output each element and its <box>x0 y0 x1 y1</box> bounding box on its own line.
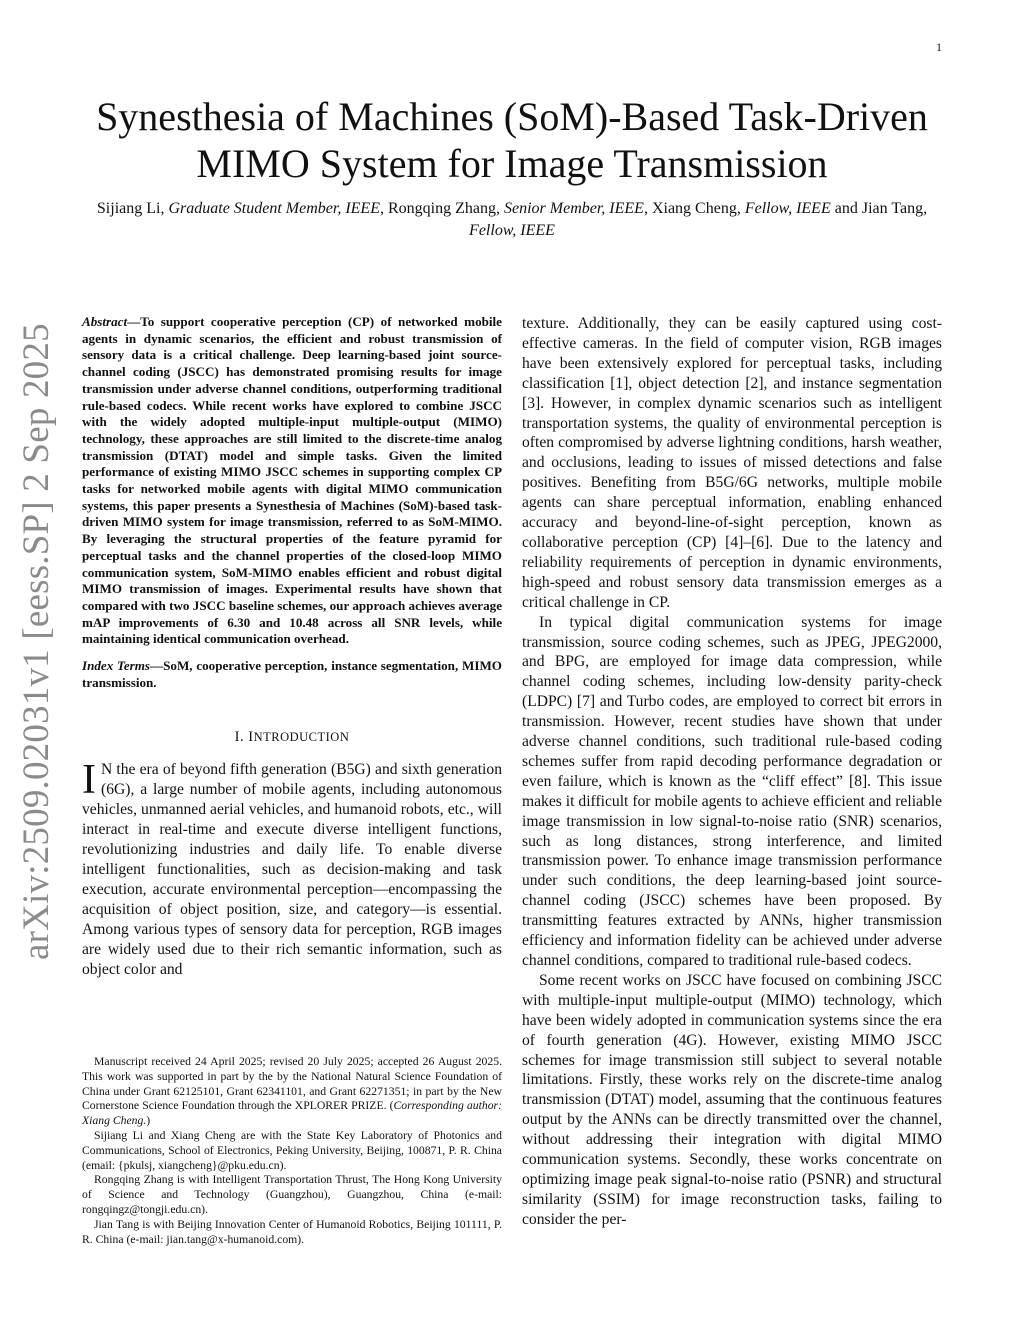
body-paragraph: texture. Additionally, they can be easily captured using cost-effective cameras. In the field of computer vision, RGB images have been extensively explored for perceptual tasks, including classification [1], object detection [2], and instance segmentation [3]. However, in complex dynamic scenarios such as intelligent transportation systems, the quality of environmental perception is often compromised by adverse lightning conditions, harsh weather, and occlusions, leading to issues of missed detections and false positives. Benefiting from B5G/6G networks, multiple mobile agents can share perceptual information, enabling enhanced accuracy and beyond-line-of-sight perception, known as collaborative perception (CP) [4]–[6]. Due to the latency and reliability requirements of perception in dynamic environments, high-speed and robust sensory data transmission emerges as a critical challenge in CP. <box>522 315 942 611</box>
corresponding-author: Corresponding author: Xiang Cheng. <box>82 1099 502 1128</box>
right-column <box>522 314 942 1230</box>
footnote-text: ) <box>146 1114 151 1128</box>
intro-paragraph-text: N the era of beyond fifth generation (B5G) and sixth generation (6G), a large number of mobile agents, including autonomous vehicles, unmanned aerial vehicles, and humanoid robots, etc., will interact in real-time and execute diverse intelligent functions, revolutionizing industries and daily life. To enable diverse intelligent functionalities, such as decision-making and task execution, accurate environmental perception—encompassing the acquisition of object position, size, and category—is essential. Among various types of sensory data for perception, RGB images are widely used due to their rich semantic information, such as object color and <box>82 761 502 978</box>
page-number: 1 <box>936 40 942 54</box>
index-terms <box>82 658 502 691</box>
section-numeral: I. <box>234 729 249 746</box>
author-affiliation-role: Fellow, IEEE <box>744 200 831 217</box>
drop-cap: I <box>82 757 96 804</box>
footnote-manuscript <box>82 1055 502 1129</box>
abstract-label: Abstract <box>82 314 128 329</box>
author-name: and Jian Tang, <box>830 200 928 217</box>
section-heading-introduction <box>82 729 502 746</box>
author-name: , Xiang Cheng, <box>643 200 745 217</box>
author-name: Sijiang Li, <box>96 200 169 217</box>
paper-title: Synesthesia of Machines (SoM)-Based Task-Driven MIMO System for Image Transmission <box>96 94 928 186</box>
body-paragraph: Some recent works on JSCC have focused on combining JSCC with multiple-input multiple-output (MIMO) technology, which have been widely adopted in communication systems since the era of fourth generation (4G). However, existing MIMO JSCC schemes for image transmission still subject to several notable limitations. Firstly, these works rely on the discrete-time analog transmission (DTAT) model, assuming that the continuous features output by the ANNs can be directly transmitted over the channel, without addressing their integration with digital MIMO communication systems. Secondly, these works concentrate on optimizing image peak signal-to-noise ratio (PSNR) and structural similarity (SSIM) for image reconstruction tasks, failing to consider the per- <box>522 971 942 1228</box>
footnote-affiliation: Rongqing Zhang is with Intelligent Transportation Thrust, The Hong Kong University of Science and Technology (Guangzhou), Guangzhou, China (e-mail: rongqingz@tongji.edu.cn). <box>82 1173 502 1216</box>
abstract <box>82 314 502 648</box>
intro-paragraph <box>82 757 502 979</box>
footnote-affiliation: Sijiang Li and Xiang Cheng are with the State Key Laboratory of Photonics and Communications, School of Electronics, Peking University, Beijing, 100871, P. R. China (email: {pkulsj, xiangcheng}@pku.edu.cn). <box>82 1128 502 1172</box>
index-terms-label: Index Terms <box>82 658 151 674</box>
footnote-affiliation: Jian Tang is with Beijing Innovation Center of Humanoid Robotics, Beijing 101111, P. R. China (e-mail: jian.tang@x-humanoid.com). <box>82 1217 502 1246</box>
index-terms-text: —SoM, cooperative perception, instance segmentation, MIMO transmission. <box>82 658 502 690</box>
author-list <box>82 198 942 242</box>
author-affiliation-role: Graduate Student Member, IEEE <box>168 200 380 217</box>
body-paragraph: In typical digital communication systems for image transmission, source coding schemes, such as JPEG, JPEG2000, and BPG, are employed for image data compression, while channel coding schemes, including low-density parity-check (LDPC) [7] and Turbo codes, are employed to correct bit errors in transmission. However, recent studies have shown that under adverse channel conditions, such traditional rule-based coding schemes suffer from rapid decoding performance degradation or even failure, which is known as the “cliff effect” [8]. This issue makes it difficult for mobile agents to achieve efficient and reliable image transmission in low signal-to-noise ratio (SNR) scenarios, such as long distances, strong interference, and limited transmission power. To enhance image transmission performance under such conditions, the deep learning-based joint source-channel coding (JSCC) schemes have been proposed. By transmitting features extracted by ANNs, higher transmission efficiency and information fidelity can be achieved under adverse channel conditions, compared to traditional rule-based codecs. <box>522 613 942 969</box>
section-title-rest: NTRODUCTION <box>253 730 350 745</box>
abstract-text: —To support cooperative perception (CP) of networked mobile agents in dynamic scenarios, the efficient and robust transmission of sensory data is a critical challenge. Deep learning-based joint source-channel coding (JSCC) has demonstrated promising results for image transmission under adverse channel conditions, outperforming traditional rule-based codecs. While recent works have explored to combine JSCC with the widely adopted multiple-input multiple-output (MIMO) technology, these approaches are still limited to the discrete-time analog transmission (DTAT) model and simple tasks. Given the limited performance of existing MIMO JSCC schemes in supporting complex CP tasks for networked mobile agents with digital MIMO communication systems, this paper presents a Synesthesia of Machines (SoM)-based task-driven MIMO system for image transmission, referred to as SoM-MIMO. By leveraging the structural properties of the feature pyramid for perceptual tasks and the channel properties of the closed-loop MIMO communication system, SoM-MIMO enables efficient and robust digital MIMO transmission of images. Experimental results have shown that compared with two JSCC baseline schemes, our approach achieves average mAP improvements of 6.30 and 10.48 across all SNR levels, while maintaining identical communication overhead. <box>82 314 502 647</box>
left-column <box>82 314 502 979</box>
author-affiliation-role: Fellow, IEEE <box>469 222 555 239</box>
footnote-text: Manuscript received 24 April 2025; revised 20 July 2025; accepted 26 August 2025. This work was supported in part by the by the National Natural Science Foundation of China under Grant 62125101, Grant 62341101, and Grant 62271351; in part by the New Cornerstone Science Foundation through the XPLORER PRIZE. ( <box>82 1055 502 1113</box>
footnotes <box>82 1055 502 1247</box>
section-title-initial: I <box>248 729 254 746</box>
arxiv-identifier-stamp[interactable]: arXiv:2509.02031v1 [eess.SP] 2 Sep 2025 <box>16 323 57 960</box>
author-affiliation-role: Senior Member, IEEE <box>503 200 644 217</box>
author-name: , Rongqing Zhang, <box>379 200 504 217</box>
